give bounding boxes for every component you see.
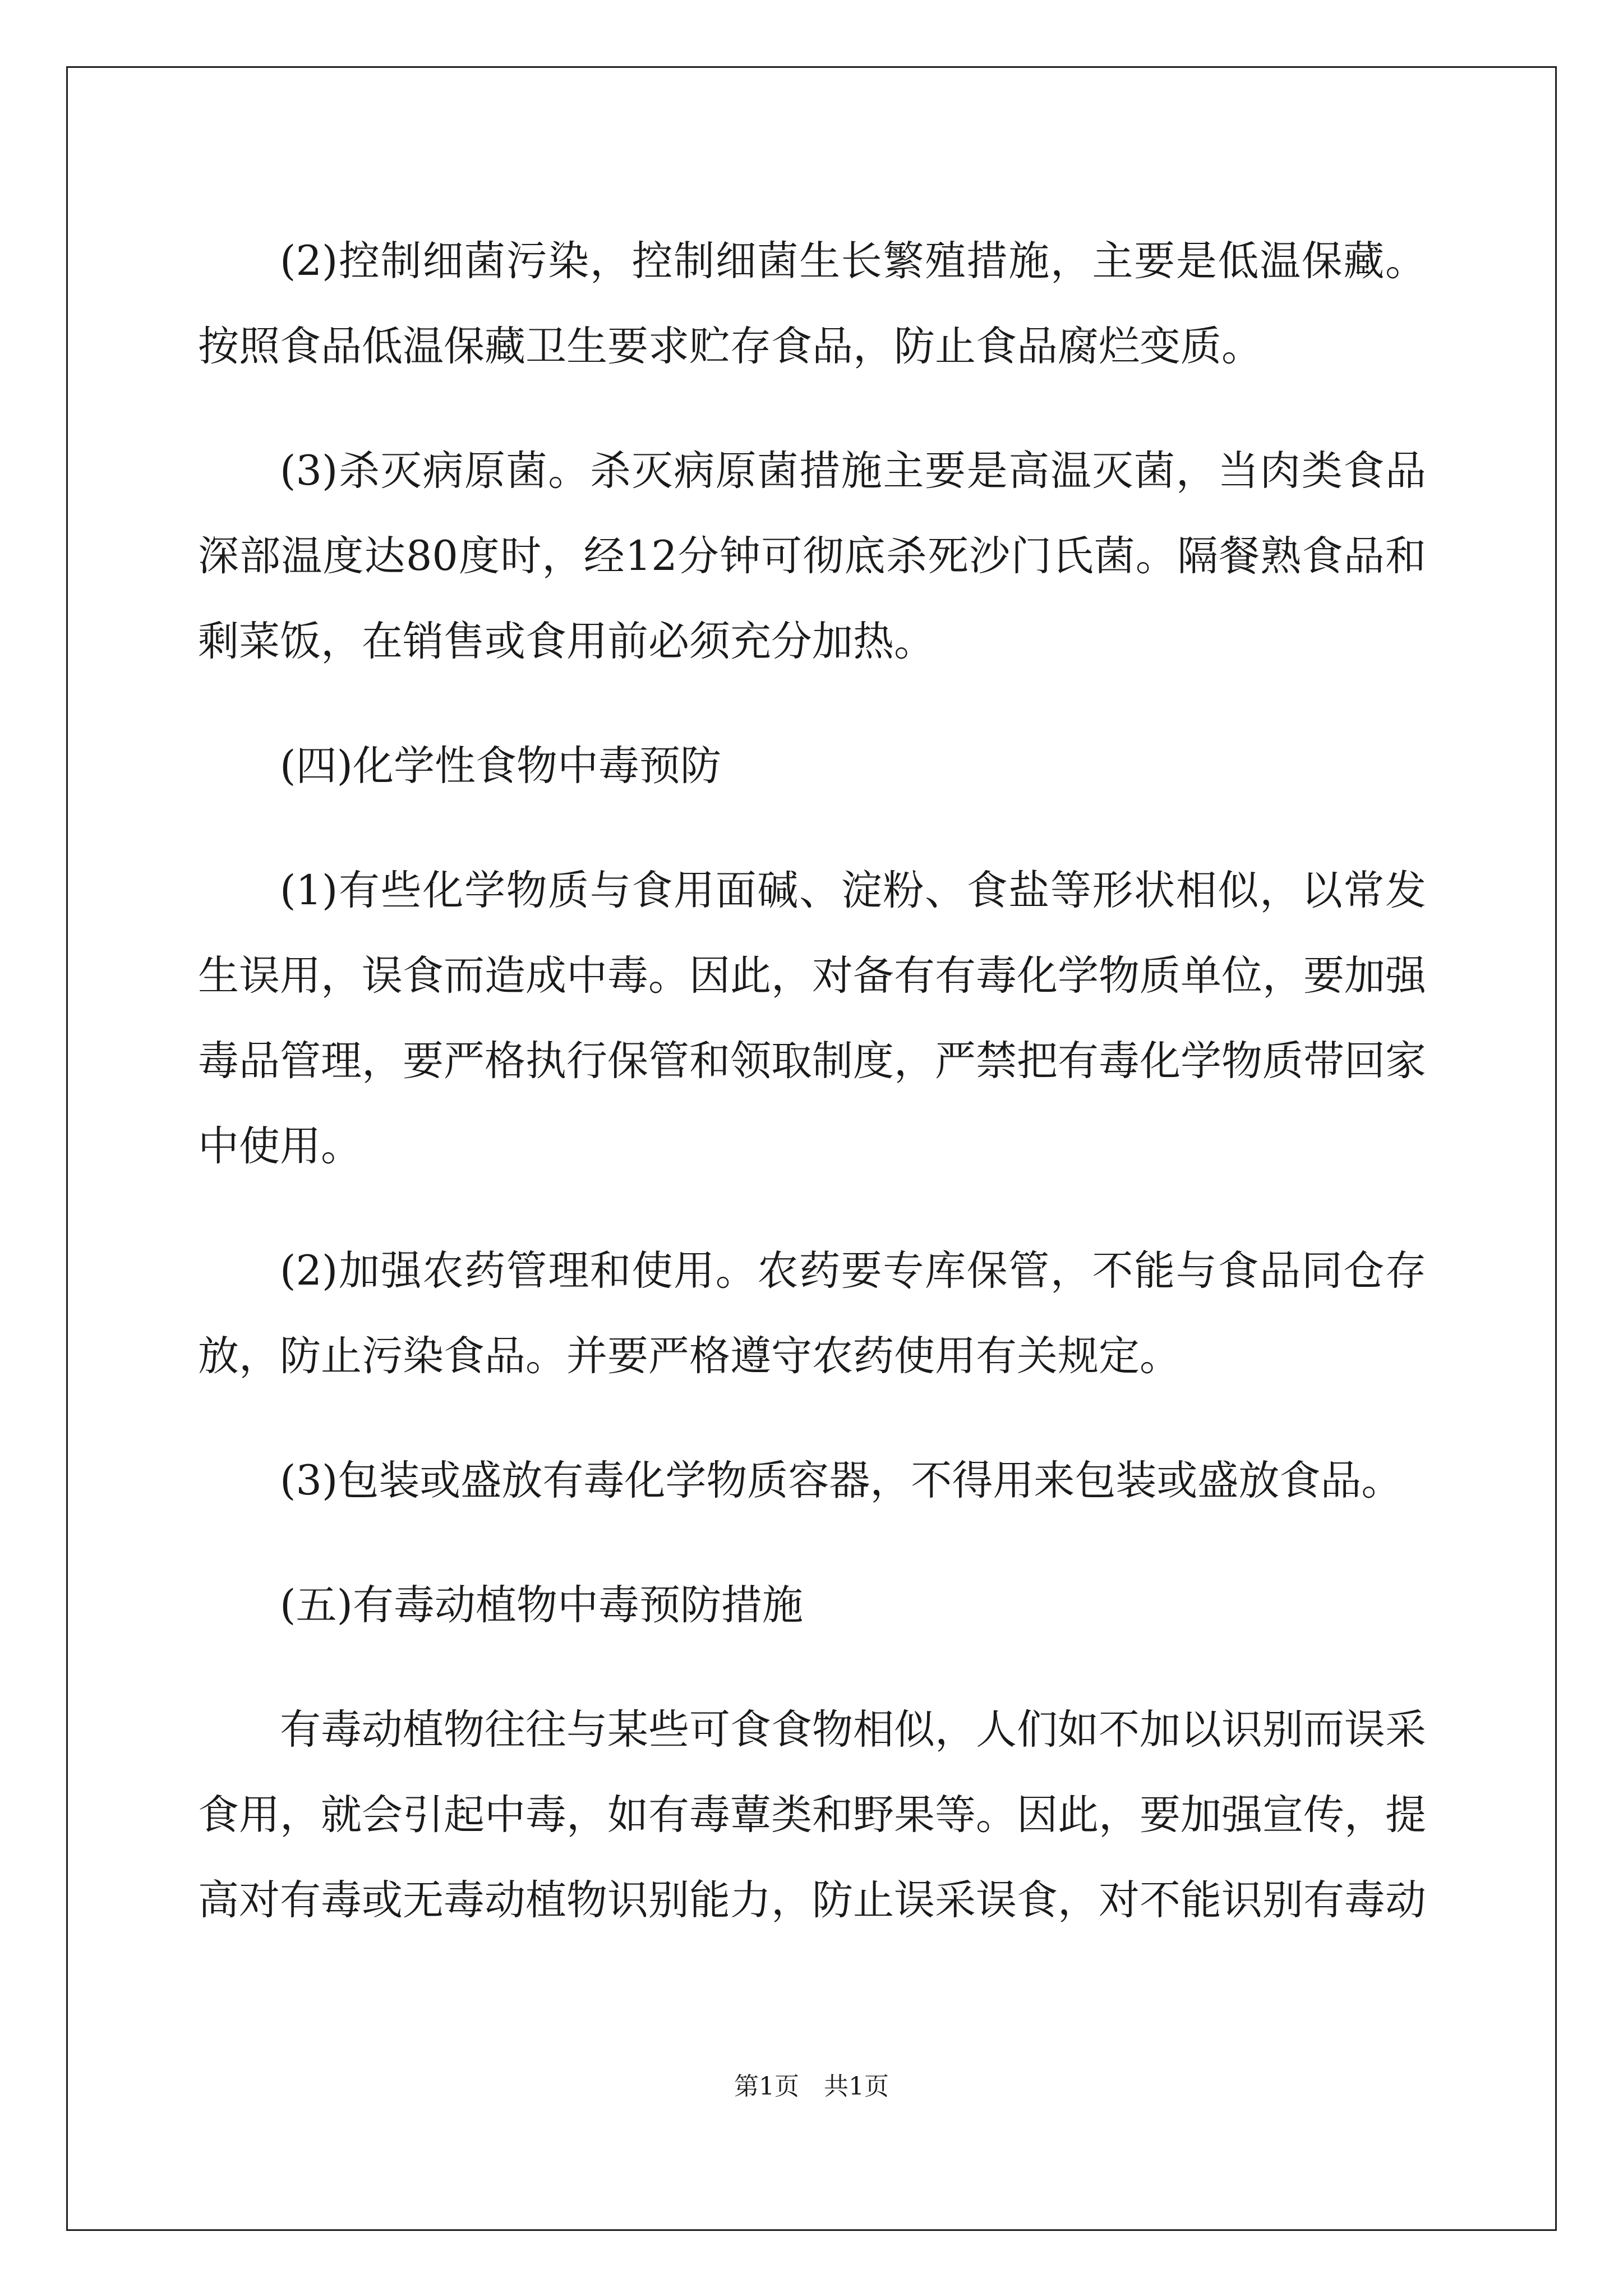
section-heading-toxic-organisms: (五)有毒动植物中毒预防措施 bbox=[280, 1581, 803, 1629]
page-footer: 第1页 共1页 bbox=[734, 2072, 889, 2101]
paragraph-chemical-substances: (1)有些化学物质与食用面碱、淀粉、食盐等形状相似，以常发生误用，误食而造成中毒。因此，对备有有毒化学物质单位，要加强毒品管理，要严格执行保管和领取制度，严禁把有毒化学物质带回家中使用。 bbox=[198, 867, 1426, 1170]
paragraph-pathogen-kill: (3)杀灭病原菌。杀灭病原菌措施主要是高温灭菌，当肉类食品深部温度达80度时，经12分钟可彻底杀死沙门氏菌。隔餐熟食品和剩菜饭，在销售或食用前必须充分加热。 bbox=[198, 447, 1426, 665]
document-body bbox=[198, 219, 1426, 1982]
section-heading-chemical-poisoning: (四)化学性食物中毒预防 bbox=[280, 742, 721, 790]
paragraph-pesticide-management: (2)加强农药管理和使用。农药要专库保管，不能与食品同仓存放，防止污染食品。并要严格遵守农药使用有关规定。 bbox=[198, 1247, 1426, 1380]
paragraph-bacteria-control: (2)控制细菌污染，控制细菌生长繁殖措施，主要是低温保藏。按照食品低温保藏卫生要求贮存食品，防止食品腐烂变质。 bbox=[198, 237, 1426, 370]
paragraph-toxic-organisms: 有毒动植物往往与某些可食食物相似，人们如不加以识别而误采食用，就会引起中毒，如有毒蕈类和野果等。因此，要加强宣传，提高对有毒或无毒动植物识别能力，防止误采误食，对不能识别有毒动 bbox=[198, 1706, 1426, 1924]
paragraph-container-rule: (3)包装或盛放有毒化学物质容器，不得用来包装或盛放食品。 bbox=[280, 1457, 1403, 1504]
